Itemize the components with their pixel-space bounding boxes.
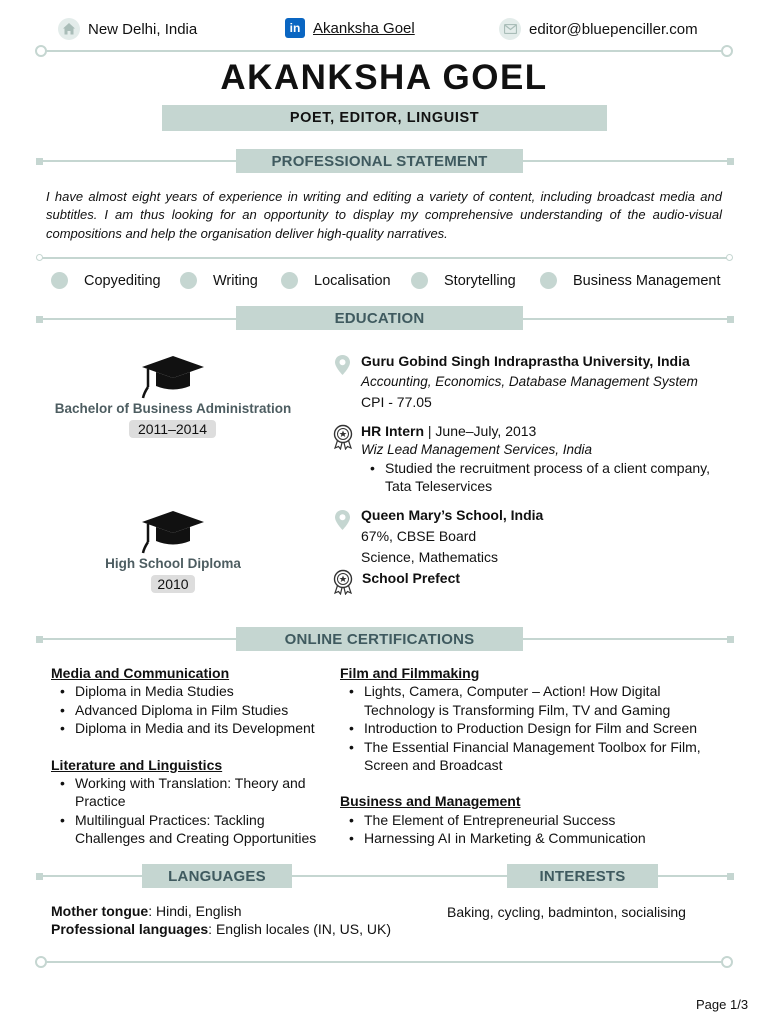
skill-item: Copyediting [51,272,161,289]
candidate-name: AKANKSHA GOEL [220,58,548,97]
rule-end-ring [721,45,733,57]
cert-heading: Literature and Linguistics [51,756,223,773]
list-item: • The Element of Entrepreneurial Success [340,811,724,829]
degree-name: High School Diploma [105,556,241,571]
list-item: • Studied the recruitment process of a client company, Tata Teleservices [361,459,741,496]
achievement-bullets [361,459,741,496]
section-title-interests: INTERESTS [507,864,658,888]
list-item: • Lights, Camera, Computer – Action! How Digital Technology is Transforming Film, TV and Gaming [340,682,724,719]
institution-name: Guru Gobind Singh Indraprastha University, India [361,353,690,369]
subjects: Science, Mathematics [361,549,498,565]
bullet-dot [411,272,428,289]
skill-item: Business Management [540,272,721,289]
page-number: Page 1/3 [696,997,749,1012]
list-item: • Multilingual Practices: Tackling Challenges and Creating Opportunities [51,811,336,848]
email-link[interactable]: editor@bluepenciller.com [529,20,698,38]
linkedin-link[interactable]: Akanksha Goel [313,19,415,37]
cert-list [51,774,336,848]
degree-name: Bachelor of Business Administration [54,401,292,416]
list-item: • The Essential Financial Management Toolbox for Film, Screen and Broadcast [340,738,724,775]
rule-end-ring [36,254,43,261]
rule-end [36,316,43,323]
list-item: • Advanced Diploma in Film Studies [51,701,336,719]
location-pin-icon [334,509,351,534]
contact-location [58,18,197,40]
achievement-line [361,423,536,439]
rule-end [36,636,43,643]
rule-end [727,158,734,165]
rule-end [36,158,43,165]
list-item: • Diploma in Media Studies [51,682,336,700]
cert-list [51,682,336,737]
achievement-dates: | June–July, 2013 [424,423,537,439]
cert-heading: Media and Communication [51,665,230,681]
bullet-dot [51,272,68,289]
statement-text: I have almost eight years of experience in writing and editing a variety of content, including broadcast media and subtitles. I am thus looking for an opportunity to display my comprehensive understanding of the audio-visual compositions and help the organisation deliver high-quality narratives. [46,189,722,241]
top-rule [44,50,724,52]
rule-end [727,636,734,643]
graduation-cap-icon [140,353,206,402]
rule-end-ring [35,45,47,57]
section-title-statement: PROFESSIONAL STATEMENT [236,149,523,173]
rule-end-ring [726,254,733,261]
award-badge-icon [331,424,355,453]
mother-tongue: Mother tongue: Hindi, English [51,903,242,919]
cert-list [340,811,724,848]
subjects: Accounting, Economics, Database Management System [361,374,698,389]
section-title-education: EDUCATION [236,306,523,330]
cert-column-right [340,664,724,848]
bullet-dot [180,272,197,289]
graduation-cap-icon [140,508,206,557]
skill-item: Storytelling [411,272,516,289]
rule-end [36,873,43,880]
rule-end [727,316,734,323]
degree-years: 2011–2014 [129,420,216,438]
contact-email[interactable] [499,18,698,40]
rule-end-ring [35,956,47,968]
achievement-title: HR Intern [361,423,424,439]
skill-item: Localisation [281,272,391,289]
rule-end-ring [721,956,733,968]
section-rule [40,257,730,259]
home-icon [58,18,80,40]
list-item: • Diploma in Media and its Development [51,719,336,737]
cert-heading: Business and Management [340,793,521,810]
location-pin-icon [334,354,351,379]
linkedin-icon: in [285,18,305,38]
bottom-rule [46,961,722,963]
degree-years: 2010 [151,575,195,593]
score: CPI - 77.05 [361,394,432,410]
section-title-languages: LANGUAGES [142,864,292,888]
rule-end [727,873,734,880]
cert-column-left [51,664,336,848]
mail-icon [499,18,521,40]
cert-list [340,682,724,774]
list-item: • Harnessing AI in Marketing & Communication [340,829,724,847]
bullet-dot [281,272,298,289]
section-title-certifications: ONLINE CERTIFICATIONS [236,627,523,651]
institution-name: Queen Mary’s School, India [361,507,544,523]
cert-heading: Film and Filmmaking [340,665,480,681]
location-text: New Delhi, India [88,20,198,38]
bullet-dot [540,272,557,289]
achievement-org: Wiz Lead Management Services, India [361,442,592,457]
achievement-title: School Prefect [362,570,461,586]
list-item: • Introduction to Production Design for Film and Screen [340,719,724,737]
list-item: • Working with Translation: Theory and Practice [51,774,336,811]
skill-item: Writing [180,272,258,289]
award-badge-icon [331,569,355,598]
contact-linkedin[interactable] [285,18,415,38]
tagline: POET, EDITOR, LINGUIST [162,105,607,131]
score: 67%, CBSE Board [361,528,477,544]
interests-text: Baking, cycling, badminton, socialising [447,904,686,920]
professional-languages: Professional languages: English locales (IN, US, UK) [51,921,392,937]
